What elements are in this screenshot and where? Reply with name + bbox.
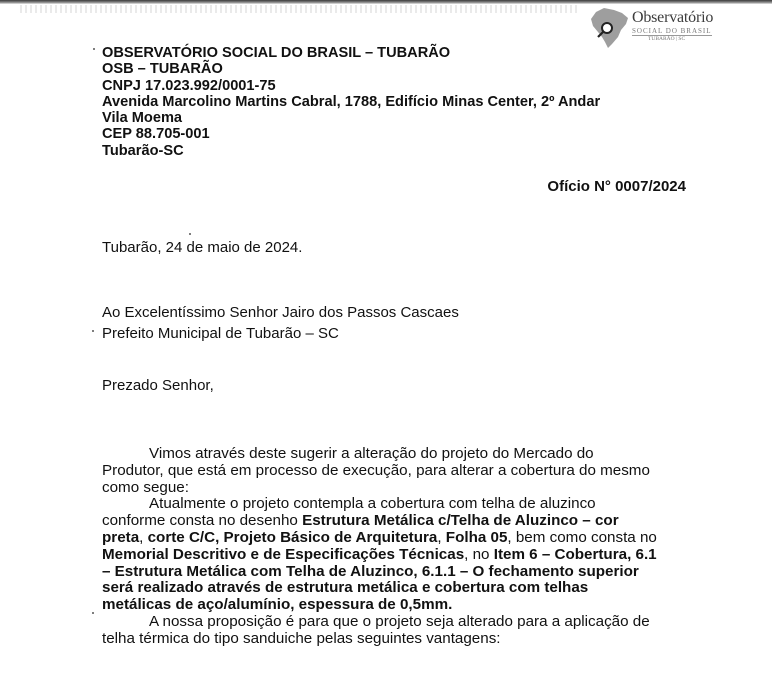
body-bold-text: preta [102, 528, 140, 546]
body-bold-text: Item 6 – Cobertura, 6.1 [493, 545, 657, 563]
paragraph-2-line: Atualmente o projeto contempla a cobertura com telha de aluzinco [149, 495, 596, 513]
scan-speck [93, 48, 95, 50]
org-street: Avenida Marcolino Martins Cabral, 1788, Edifício Minas Center, 2º Andar [102, 93, 601, 110]
org-district: Vila Moema [102, 110, 183, 127]
observatorio-logo [588, 4, 718, 50]
brazil-map-icon [588, 4, 634, 50]
body-text: conforme consta no desenho [102, 512, 303, 530]
logo-location: TUBARÃO | SC [648, 36, 686, 42]
sender-header [102, 45, 600, 159]
paragraph-3-line: telha térmica do tipo sanduiche pelas seguintes vantagens: [102, 629, 501, 647]
greeting: Prezado Senhor, [102, 377, 214, 394]
org-short-name: OSB – TUBARÃO [102, 61, 223, 78]
body-bold-text: corte C/C, Projeto Básico de Arquitetura [147, 528, 438, 546]
body-bold-text: Memorial Descritivo e de Especificações Técnicas [102, 545, 465, 563]
paragraph-2-line [102, 547, 697, 564]
body-text: , [437, 528, 446, 546]
recipient-name: Ao Excelentíssimo Senhor Jairo dos Passos Cascaes [102, 304, 459, 321]
paragraph-3-line: A nossa proposição é para que o projeto seja alterado para a aplicação de [149, 612, 650, 630]
body-text: , no [464, 545, 494, 563]
body-bold-text: Folha 05 [445, 528, 508, 546]
scan-speck [92, 612, 94, 614]
paragraph-2-line [102, 530, 697, 547]
scan-speck [92, 330, 94, 332]
letter-date: Tubarão, 24 de maio de 2024. [102, 239, 303, 256]
org-cep: CEP 88.705-001 [102, 126, 210, 143]
paragraph-1-line: como segue: [102, 478, 189, 496]
paragraph-2-line [102, 513, 697, 530]
logo-title: Observatório [632, 9, 714, 26]
org-city: Tubarão-SC [102, 142, 184, 159]
body-bold-text: Estrutura Metálica c/Telha de Aluzinco – cor [302, 512, 619, 530]
scan-speck [189, 233, 191, 235]
paragraph-2-line: metálicas de aço/alumínio, espessura de 0,5mm. [102, 596, 453, 614]
oficio-number: Ofício N° 0007/2024 [547, 178, 686, 195]
scan-noise [20, 5, 580, 13]
body-text: , bem como consta no [507, 528, 657, 546]
logo-subtitle: SOCIAL DO BRASIL [632, 27, 712, 35]
paragraph-1-line: Vimos através deste sugerir a alteração do projeto do Mercado do [149, 445, 594, 462]
letter-body [102, 446, 697, 648]
recipient-title: Prefeito Municipal de Tubarão – SC [102, 325, 339, 342]
org-name: OBSERVATÓRIO SOCIAL DO BRASIL – TUBARÃO [102, 45, 451, 61]
paragraph-2-line: será realizado através de estrutura metálica e cobertura com telhas [102, 579, 589, 597]
org-cnpj: CNPJ 17.023.992/0001-75 [102, 77, 276, 94]
recipient-block [102, 302, 459, 344]
paragraph-2-line: – Estrutura Metálica com Telha de Aluzinco, 6.1.1 – O fechamento superior [102, 562, 639, 580]
paragraph-1-line: Produtor, que está em processo de execução, para alterar a cobertura do mesmo [102, 461, 650, 479]
body-text: , [139, 528, 148, 546]
